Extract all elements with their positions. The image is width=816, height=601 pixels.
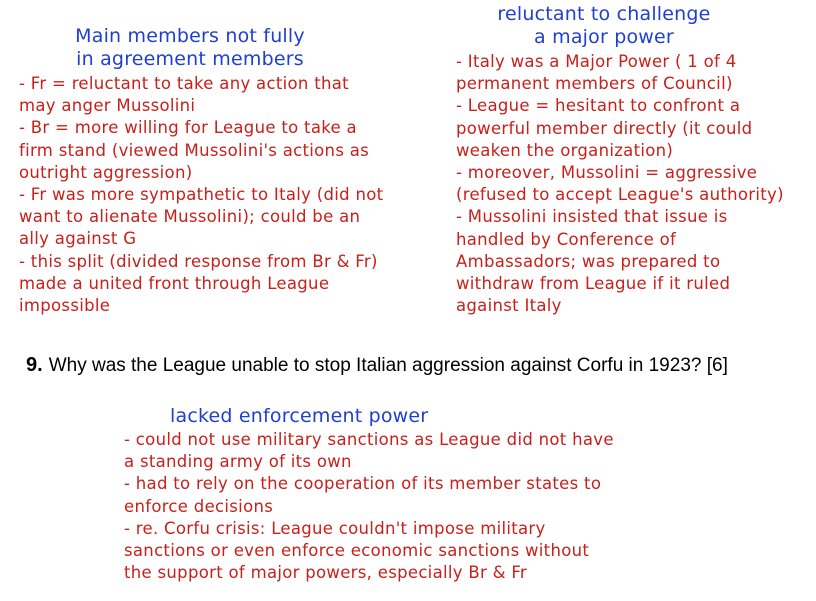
right-note-line: withdraw from League if it ruled [456,274,731,294]
bottom-section-heading [170,405,428,428]
left-note-line: firm stand (viewed Mussolini's actions as [19,140,370,160]
question-prompt [26,354,728,377]
right-section-heading [474,3,734,49]
right-note-line: powerful member directly (it could [456,118,753,138]
bottom-note-line: - had to rely on the cooperation of its member states to [124,474,602,494]
left-note-line: - Br = more willing for League to take a [19,118,357,138]
right-note-line: - Mussolini insisted that issue is [456,207,728,227]
bottom-note-line: sanctions or even enforce economic sanctions without [124,541,590,561]
bottom-note-line: enforce decisions [124,496,274,516]
right-note-line: weaken the organization) [456,140,674,160]
bottom-note-line: the support of major powers, especially Br & Fr [124,563,527,583]
left-section-notes [19,73,383,317]
left-section-heading [40,25,340,71]
left-note-line: - Fr was more sympathetic to Italy (did not [19,185,384,205]
right-note-line: - Italy was a Major Power ( 1 of 4 [456,52,737,71]
left-note-line: - this split (divided response from Br & Fr) [19,251,378,271]
left-note-line: made a united front through League [19,273,330,293]
right-heading-line: a major power [534,26,674,48]
left-note-line: ally against G [19,229,137,249]
right-note-line: Ambassadors; was prepared to [456,251,721,271]
left-note-line: impossible [19,296,111,316]
right-note-line: against Italy [456,296,562,316]
right-note-line: - League = hesitant to confront a [456,96,741,116]
right-note-line: (refused to accept League's authority) [456,185,784,205]
left-heading-line: in agreement members [76,48,304,70]
bottom-note-line: - re. Corfu crisis: League couldn't impose military [124,518,546,538]
right-note-line: - moreover, Mussolini = aggressive [456,163,758,183]
left-note-line: may anger Mussolini [19,96,196,116]
bottom-heading-line: lacked enforcement power [170,405,429,427]
bottom-note-line: a standing army of its own [124,452,352,472]
right-heading-line: reluctant to challenge [497,3,711,25]
left-note-line: outright aggression) [19,162,193,182]
right-section-notes [456,51,784,317]
bottom-note-line: - could not use military sanctions as League did not have [124,430,614,449]
question-number: 9. [26,354,43,376]
question-text: Why was the League unable to stop Italian aggression against Corfu in 1923? [6] [48,355,728,376]
left-note-line: - Fr = reluctant to take any action that [19,74,349,93]
right-note-line: permanent members of Council) [456,74,733,94]
left-note-line: want to alienate Mussolini); could be an [19,207,361,227]
right-note-line: handled by Conference of [456,229,677,249]
bottom-section-notes [124,429,614,584]
left-heading-line: Main members not fully [75,25,305,47]
